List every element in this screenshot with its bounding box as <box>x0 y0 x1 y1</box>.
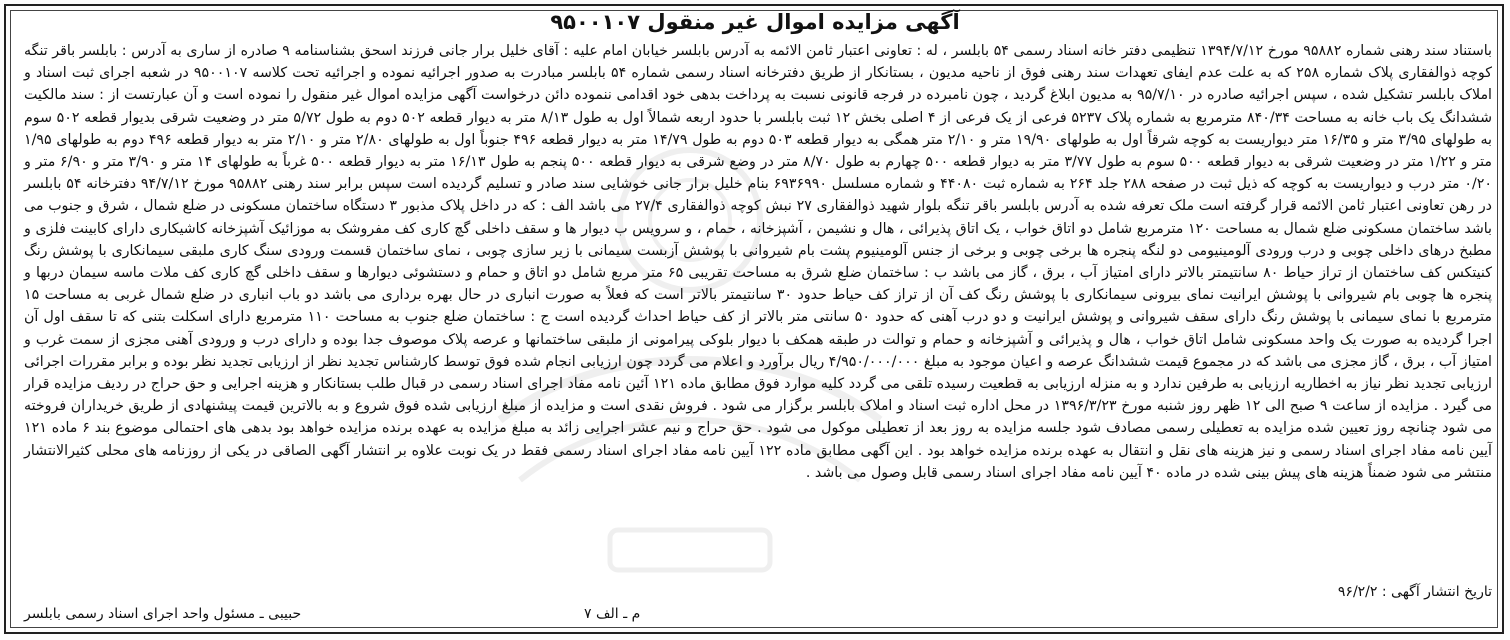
signature-line: حبیبی ـ مسئول واحد اجرای اسناد رسمی بابلسر <box>24 606 302 622</box>
notice-footer <box>24 584 1492 628</box>
notice-title: آگهی مزایده اموال غیر منقول ۹۵۰۰۱۰۷ <box>550 10 960 34</box>
notice-body-text: باستناد سند رهنی شماره ۹۵۸۸۲ مورخ ۱۳۹۴/۷/۱۲ تنظیمی دفتر خانه اسناد رسمی ۵۴ بابلسر ، له : تعاونی اعتبار ثامن الائمه به آدرس بابلسر خیابان امام علیه : آقای خلیل برار جانی فرزند اسحق بشناسنامه ۹ صادره از ساری به آدرس : بابلسر باقر تنگه کوچه ذوالفقاری پلاک شماره ۲۵۸ که به علت عدم ایفای تعهدات سند رهنی فوق از ناحیه مدیون ، بستانکار از طریق دفترخانه اسناد رسمی شماره ۵۴ بابلسر مبادرت به صدور اجرائیه نموده و اجرائیه تحت کلاسه ۹۵۰۰۱۰۷ در شعبه اجرای ثبت اسناد و املاک بابلسر تشکیل شده ، سپس اجرائیه صادره در ۹۵/۷/۱۰ به مدیون ابلاغ گردید ، چون نامبرده در فرجه قانونی نسبت به پرداخت بدهی خود اقدامی ننموده دائن درخواست آگهی مزایده اموال غیر منقول را نموده است و آن عبارتست از : سند مالکیت ششدانگ یک باب خانه به مساحت ۸۴۰/۳۴ مترمربع به شماره پلاک ۵۲۳۷ فرعی از یک فرعی از ۴ اصلی بخش ۱۲ ثبت بابلسر با حدود اربعه شمالاً اول به طول ۸/۱۳ متر به دیوار قطعه ۵۰۲ دوم به طول ۵/۷۲ متر در وضعیت شرقی بدیوار قطعه ۵۰۲ سوم به طولهای ۳/۹۵ متر و ۱۶/۳۵ متر دیواریست به کوچه شرقاً اول به طولهای ۱۹/۹۰ متر و ۲/۱۰ متر همگی به دیوار قطعه ۵۰۳ دوم به طول ۱۴/۷۹ متر به دیوار قطعه ۴۹۶ جنوباً اول به طولهای ۲/۸۰ متر و ۲/۱۰ متر به دیوار قطعه ۴۹۶ دوم به طولهای ۱/۹۵ متر و ۱/۲۲ متر در وضعیت شرقی به دیوار قطعه ۵۰۰ سوم به طول ۳/۷۷ متر به دیوار قطعه ۵۰۰ چهارم به طول ۸/۷۰ متر در وضع شرقی به دیوار قطعه ۵۰۰ پنجم به طول ۱۶/۱۳ متر به دیوار قطعه ۵۰۰ غرباً به طولهای ۱۴ متر و ۳/۹۰ متر و ۶/۹۰ متر و ۰/۲۰ متر درب و دیواریست به کوچه که ذیل ثبت در صفحه ۲۸۸ جلد ۲۶۴ به شماره ثبت ۴۴۰۸۰ و شماره مسلسل ۶۹۳۶۹۹۰ بنام خلیل برار جانی خوشایی سند صادر و تسلیم گردیده است سپس برابر سند رهنی ۹۵۸۸۲ مورخ ۹۴/۷/۱۲ دفترخانه ۵۴ بابلسر در رهن تعاونی اعتبار ثامن الائمه قرار گرفته است ملک تعرفه شده به آدرس بابلسر باقر تنگه بلوار شهید ذوالفقاری ۲۷ نبش کوچه ذوالفقاری ۲۷/۴ می باشد الف : که در داخل پلاک مذبور ۳ دستگاه ساختمان مسکونی در ضلع شمال ، شرق و جنوب می باشد ساختمان مسکونی ضلع شمال به مساحت ۱۲۰ مترمربع شامل دو اتاق خواب ، یک اتاق پذیرائی ، هال و نشیمن ، آشپزخانه ، حمام ، و سرویس ب دیوار ها و سقف داخلی گچ کاری کف مفروشک به موزائیک آشپزخانه کاشیکاری دارای کابینت فلزی و مطبخ درهای داخلی چوبی و درب ورودی آلومینیومی دو لنگه پنجره ها برخی چوبی و برخی از جنس آلومینیوم پشت بام شیروانی با پوشش آزبست سیمانی با زیر سازی چوبی ، نمای ساختمان قسمت ورودی سنگ کاری ملبقی سیمانکاری با پوشش رنگ کنیتکس کف ساختمان از تراز حیاط ۸۰ سانتیمتر بالاتر دارای امتیاز آب ، برق ، گاز می باشد ب : ساختمان ضلع شرق به مساحت تقریبی ۶۵ متر مربع شامل دو اتاق و حمام و دستشوئی دیوارها و سقف داخلی گچ کاری کف ملات ماسه سیمان دربها و پنجره ها چوبی بام شیروانی با پوشش ایرانیت نمای بیرونی سیمانکاری با پوشش رنگ کف آن از تراز کف حیاط حدود ۳۰ سانتیمتر بالاتر است که فعلاً به صورت انباری در حال بهره برداری می باشد دو باب انباری در ضلع شمال غربی به مساحت ۱۵ مترمربع با نمای سیمانی با پوشش رنگ دارای سقف شیروانی و پوشش ایرانیت و دو درب آهنی که حدود ۵۰ سانتی متر بالاتر از کف حیاط احداث گردیده است ج : ساختمان ضلع جنوب به مساحت ۱۱۰ مترمربع دارای اسکلت بتنی که تا سقف اول آن اجرا گردیده به صورت یک واحد مسکونی شامل اتاق خواب ، هال و پذیرائی و آشپزخانه و حمام و توالت در طبقه همکف با دیوار بلوکی پیرامونی از ملبقی ساختمانها و عرصه پلاک موصوف جدا بوده و دارای درب و ورودی آهنی مجزی از سمت غرب و امتیاز آب ، برق ، گاز مجزی می باشد که در مجموع قیمت ششدانگ عرصه و اعیان موجود به مبلغ ۴/۹۵۰/۰۰۰/۰۰۰ ریال برآورد و اعلام می گردد چون ارزیابی انجام شده فوق توسط کارشناس تجدید نظر از ارزیابی تجدید نظر بوده و برابر مقررات اجرائی ارزیابی تجدید نظر نیاز به اخطاریه ارزیابی به طرفین ندارد و به منزله ارزیابی به قطعیت رسیده تلقی می گردد کلیه موارد فوق مطابق ماده ۱۲۱ آئین نامه مفاد اجرای اسناد رسمی در قبال طلب بستانکار و هزینه اجرایی و حق حراج در ردیف مزایده قرار می گیرد . مزایده از ساعت ۹ صبح الی ۱۲ ظهر روز شنبه مورخ ۱۳۹۶/۳/۲۳ در محل اداره ثبت اسناد و املاک بابلسر برگزار می شود . فروش نقدی است و مزایده از مبلغ ارزیابی شده فوق شروع و به بالاترین قیمت پیشنهادی از طریق خریداران فروخته می شود چنانچه روز تعیین شده مزایده به تعطیلی رسمی مصادف شود جلسه مزایده به روز بعد از تعطیلی موکول می شود . حق حراج و نیم عشر اجرایی زائد به مبلغ مزایده به عهده برنده مزایده خواهد بود بدهی های احتمالی موضوع بند ۶ ماده ۱۲۱ آیین نامه مفاد اجرای اسناد رسمی و نیز هزینه های نقل و انتقال به عهده برنده مزایده خواهد بود . این آگهی مطابق ماده ۱۲۲ آیین نامه مفاد اجرای اسناد رسمی فقط در یک نوبت علاوه بر انتشار آگهی الصاقی در یکی از روزنامه های محلی کثیرالانتشار منتشر می شود ضمناً هزینه های پیش بینی شده در ماده ۴۰ آیین نامه مفاد اجرای اسناد رسمی قابل وصول می باشد . <box>23 43 1493 481</box>
publish-date: تاریخ انتشار آگهی : ۹۶/۲/۲ <box>1337 584 1492 600</box>
notice-code: م ـ الف ۷ <box>584 606 641 622</box>
